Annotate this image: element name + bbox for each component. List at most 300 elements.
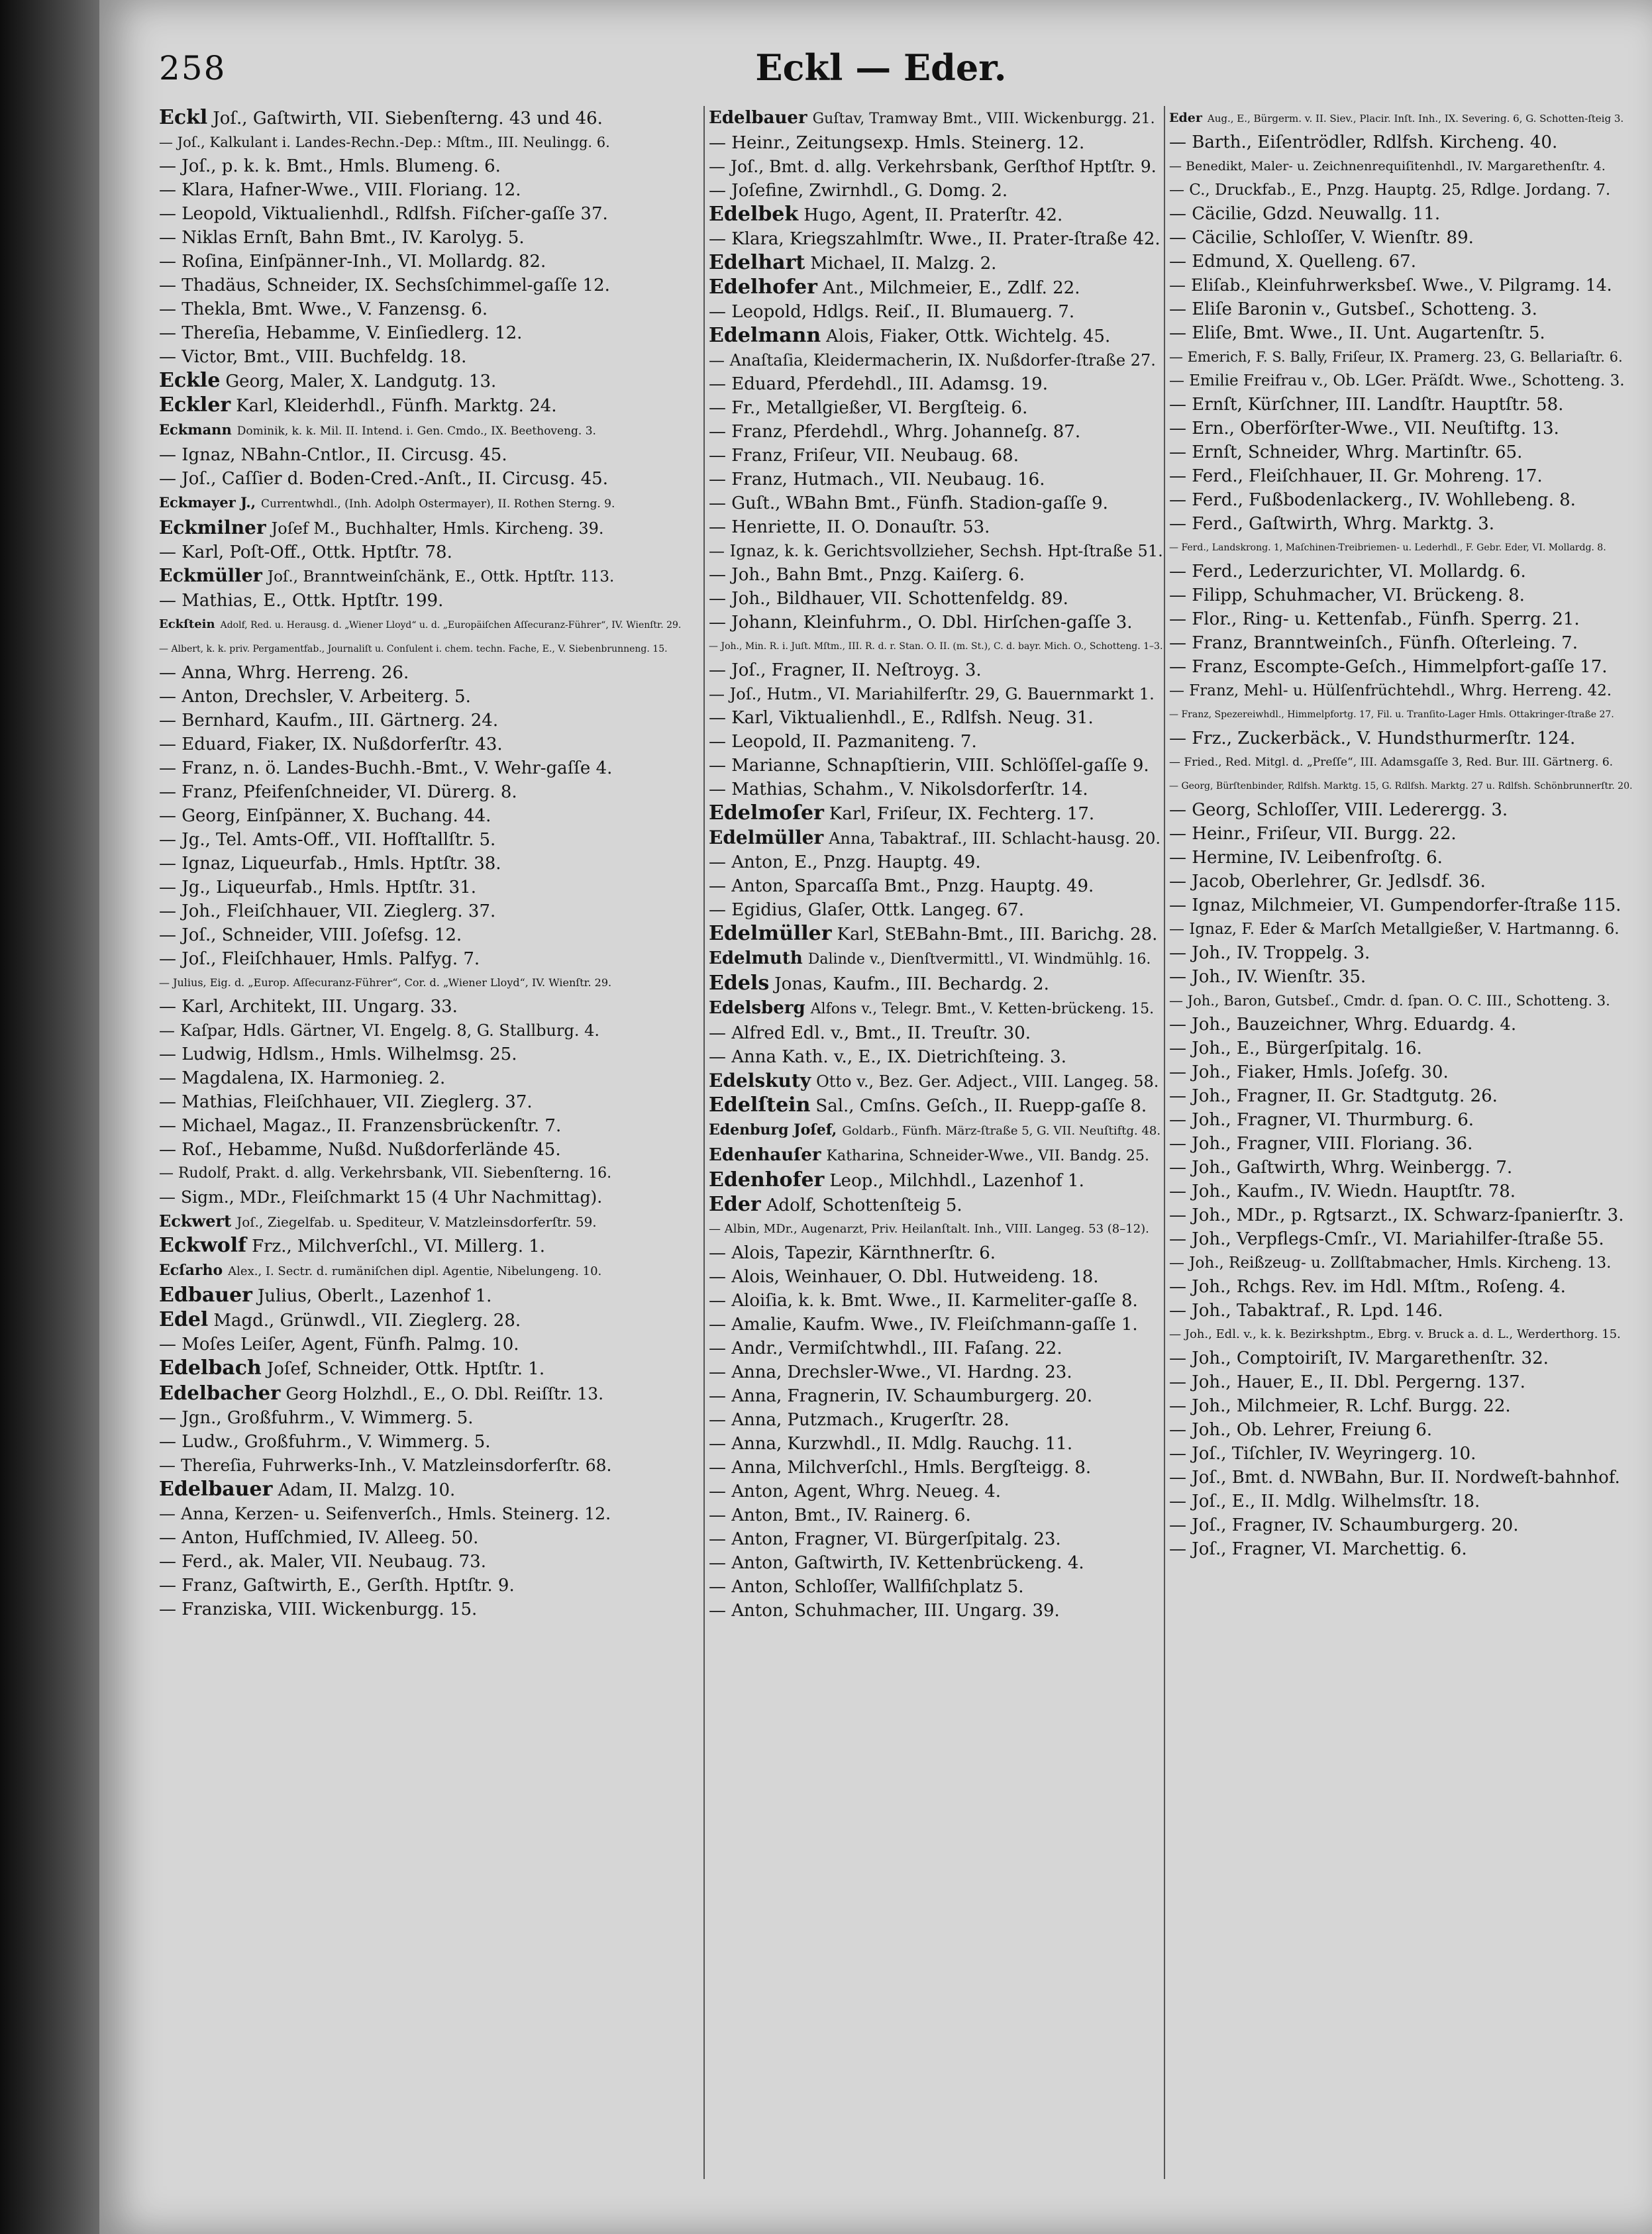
entry-surname: Edelbach [159, 1356, 262, 1380]
entry-text: Aug., E., Bürgerm. v. II. Siev., Placir. Inſt. Inh., IX. Severing. 6, G. Schotten-ſteig 3. [1207, 113, 1624, 125]
entry-text: — Joh., IV. Troppelg. 3. [1169, 943, 1370, 963]
directory-entry [159, 1574, 616, 1598]
directory-entry [709, 1456, 1166, 1480]
directory-entry [159, 345, 616, 369]
entry-surname: Edels [709, 972, 770, 995]
entry-text: — Joh., Fleiſchhauer, VII. Zieglerg. 37. [159, 901, 496, 921]
entry-text: — Ludw., Großfuhrm., V. Wimmerg. 5. [159, 1432, 491, 1452]
entry-text: — Mathias, Schahm., V. Nikolsdorferſtr. 14. [709, 780, 1088, 799]
directory-entry [159, 947, 616, 971]
entry-text: — Ludwig, Hdlsm., Hmls. Wilhelmsg. 25. [159, 1044, 517, 1064]
entry-text: — Joſ., Caſſier d. Boden-Cred.-Anſt., II. Circusg. 45. [159, 469, 608, 489]
entry-text: — Ferd., Lederzurichter, VI. Mollardg. 6. [1169, 562, 1526, 582]
directory-entry [1169, 1299, 1626, 1323]
directory-entry [159, 971, 616, 995]
entry-text: Julius, Oberlt., Lazenhof 1. [257, 1286, 492, 1306]
entry-text: — Franz, Friſeur, VII. Neubaug. 68. [709, 446, 1019, 466]
directory-entry [709, 1360, 1166, 1384]
directory-entry [159, 1114, 616, 1138]
entry-text: — Ferd., Fußbodenlackerg., IV. Wohllebeng. 8. [1169, 490, 1576, 510]
directory-entry [709, 515, 1166, 539]
entry-text: — Jg., Tel. Amts-Off., VII. Hofſtallſtr. 5. [159, 830, 496, 850]
directory-entry [709, 1265, 1166, 1289]
running-title: Eckl — Eder. [755, 46, 1007, 89]
directory-entry [709, 706, 1166, 730]
entry-text: — Anton, Drechsler, V. Arbeiterg. 5. [159, 687, 471, 707]
directory-entry [159, 1454, 616, 1478]
directory-entry [159, 1598, 616, 1621]
directory-entry [709, 898, 1166, 922]
directory-entry [709, 348, 1166, 372]
entry-text: — Joh., Fiaker, Hmls. Joſefg. 30. [1169, 1062, 1449, 1082]
directory-entry [709, 1599, 1166, 1623]
entry-text: — Anna, Fragnerin, IV. Schaumburgerg. 20. [709, 1386, 1093, 1406]
directory-entry [159, 274, 616, 297]
directory-entry [1169, 369, 1626, 393]
entry-text: Joſ., Branntweinſchänk, E., Ottk. Hptſtr. 113. [267, 568, 615, 585]
directory-entry [159, 1526, 616, 1550]
entry-text: — Anton, Sparcaſſa Bmt., Pnzg. Hauptg. 49. [709, 876, 1094, 896]
directory-entry [1169, 106, 1626, 130]
entry-text: Karl, StEBahn-Bmt., III. Barichg. 28. [837, 925, 1158, 944]
directory-entry [1169, 679, 1626, 703]
directory-entry [709, 730, 1166, 754]
entry-surname: Eckmüller [159, 566, 262, 586]
directory-entry [159, 467, 616, 491]
directory-entry [1169, 727, 1626, 750]
directory-entry [1169, 893, 1626, 917]
directory-entry [159, 1381, 616, 1406]
entry-text: Hugo, Agent, II. Praterſtr. 42. [803, 205, 1063, 225]
entry-text: Alois, Fiaker, Ottk. Wichtelg. 45. [826, 327, 1111, 346]
entry-text: — Niklas Ernſt, Bahn Bmt., IV. Karolyg. 5. [159, 228, 525, 248]
entry-text: Karl, Friſeur, IX. Fechterg. 17. [829, 804, 1095, 824]
directory-entry [709, 372, 1166, 396]
entry-text: — Ignaz, NBahn-Cntlor., II. Circusg. 45. [159, 445, 507, 465]
directory-entry [709, 1241, 1166, 1265]
directory-column-3 [1169, 106, 1633, 2212]
directory-entry [709, 131, 1166, 155]
directory-entry [709, 635, 1166, 658]
directory-entry [159, 1138, 616, 1162]
directory-entry [709, 1551, 1166, 1575]
directory-entry [709, 1193, 1166, 1217]
entry-text: — Anton, Fragner, VI. Bürgerſpitalg. 23. [709, 1529, 1061, 1549]
directory-entry [1169, 774, 1633, 798]
entry-text: — Amalie, Kaufm. Wwe., IV. Fleiſchmann-gaſſe 1. [709, 1315, 1138, 1335]
directory-entry [1169, 798, 1626, 822]
entry-text: — Joſ., E., II. Mdlg. Wilhelmsſtr. 18. [1169, 1492, 1480, 1511]
directory-entry [709, 682, 1166, 706]
directory-entry [159, 589, 616, 613]
directory-entry [1169, 1275, 1626, 1299]
entry-text: — Thadäus, Schneider, IX. Sechsſchimmel-gaſſe 12. [159, 276, 610, 295]
directory-entry [159, 154, 616, 178]
directory-entry [709, 227, 1166, 251]
entry-text: Katharina, Schneider-Wwe., VII. Bandg. 25. [826, 1148, 1149, 1164]
entry-text: — Jg., Liqueurfab., Hmls. Hptſtr. 31. [159, 878, 477, 897]
directory-entry [159, 540, 616, 564]
entry-surname: Eckmayer J., [159, 494, 256, 511]
entry-text: — Kaſpar, Hdls. Gärtner, VI. Engelg. 8, G. Stallburg. 4. [159, 1021, 599, 1040]
entry-text: — Anna, Putzmach., Krugerſtr. 28. [709, 1410, 1009, 1430]
directory-entry [709, 826, 1166, 850]
entry-surname: Eckl [159, 106, 208, 129]
entry-text: — Heinr., Zeitungsexp. Hmls. Steinerg. 12. [709, 133, 1085, 153]
entry-text: — Eliſab., Kleinfuhrwerksbeſ. Wwe., V. Pilgramg. 14. [1169, 276, 1612, 295]
directory-entry [1169, 965, 1626, 989]
directory-entry [1169, 1013, 1626, 1037]
directory-entry [1169, 226, 1626, 250]
directory-entry [1169, 1203, 1626, 1227]
entry-text: — Cäcilie, Schloſſer, V. Wienſtr. 89. [1169, 228, 1474, 248]
entry-text: — Ferd., Landskrong. 1, Maſchinen-Treibriemen- u. Lederhdl., F. Gebr. Eder, VI. Mollardg. 8. [1169, 542, 1606, 553]
entry-text: Otto v., Bez. Ger. Adject., VIII. Langeg. 58. [816, 1072, 1159, 1091]
directory-entry [1169, 560, 1626, 584]
entry-text: — Georg, Schloſſer, VIII. Lederergg. 3. [1169, 800, 1508, 820]
directory-entry [1169, 1442, 1626, 1466]
directory-entry [709, 1021, 1166, 1045]
directory-entry [709, 850, 1166, 874]
entry-surname: Edelskuty [709, 1070, 811, 1092]
entry-text: — Joh., Baron, Gutsbeſ., Cmdr. d. ſpan. O. C. III., Schotteng. 3. [1169, 993, 1610, 1009]
directory-entry [709, 1045, 1166, 1069]
directory-entry [709, 179, 1166, 203]
entry-text: Currentwhdl., (Inh. Adolph Ostermayer), II. Rothen Sterng. 9. [261, 497, 615, 511]
directory-entry [709, 106, 1166, 131]
directory-entry [709, 778, 1166, 801]
directory-entry [159, 369, 616, 393]
directory-entry [1169, 1227, 1626, 1251]
entry-text: — Joh., Bauzeichner, Whrg. Eduardg. 4. [1169, 1015, 1517, 1035]
entry-text: — Anaſtaſia, Kleidermacherin, IX. Nußdorfer-ſtraße 27. [709, 351, 1156, 370]
entry-text: — Anton, Gaſtwirth, IV. Kettenbrückeng. 4. [709, 1553, 1084, 1573]
directory-entry [709, 946, 1166, 972]
entry-text: — Henriette, II. O. Donauſtr. 53. [709, 517, 990, 537]
directory-entry [709, 1118, 1166, 1143]
entry-text: — Joh., Milchmeier, R. Lchf. Burgg. 22. [1169, 1396, 1511, 1416]
directory-entry [159, 1356, 616, 1381]
directory-entry [1169, 941, 1626, 965]
directory-entry [709, 251, 1166, 276]
entry-text: — Franz, Gaſtwirth, E., Gerſth. Hptſtr. 9. [159, 1576, 515, 1596]
entry-surname: Edbauer [159, 1284, 252, 1307]
entry-text: — Alois, Weinhauer, O. Dbl. Hutweideng. 18. [709, 1267, 1099, 1287]
entry-text: — Anton, Hufſchmied, IV. Alleeg. 50. [159, 1528, 479, 1548]
book-spine-shadow [0, 0, 99, 2234]
directory-entry [1169, 297, 1626, 321]
entry-surname: Eckmann [159, 421, 232, 438]
entry-text: Alex., I. Sectr. d. rumäniſchen dipl. Agentie, Nibelungeng. 10. [228, 1264, 602, 1278]
entry-surname: Eder [1169, 111, 1202, 125]
directory-entry [1169, 321, 1626, 345]
directory-entry [159, 321, 616, 345]
entry-text: — Karl, Architekt, III. Ungarg. 33. [159, 997, 458, 1017]
directory-entry [159, 178, 616, 202]
entry-text: Anna, Tabaktraf., III. Schlacht-hausg. 20. [829, 829, 1161, 848]
directory-entry [1169, 584, 1626, 607]
directory-entry [1169, 154, 1626, 178]
entry-text: — Thereſia, Fuhrwerks-Inh., V. Matzleinsdorferſtr. 68. [159, 1456, 612, 1475]
page-header [159, 41, 1603, 101]
entry-surname: Eckwert [159, 1211, 232, 1231]
directory-entry [709, 996, 1166, 1021]
directory-entry [709, 324, 1166, 348]
entry-text: — Joh., E., Bürgerſpitalg. 16. [1169, 1039, 1422, 1058]
entry-text: — C., Druckfab., E., Pnzg. Hauptg. 25, Rdlge. Jordang. 7. [1169, 181, 1611, 199]
directory-entry [159, 516, 616, 540]
directory-entry [709, 1575, 1166, 1599]
directory-entry [159, 1284, 616, 1308]
directory-entry [159, 1186, 616, 1209]
directory-entry [1169, 989, 1626, 1013]
entry-text: — Joſ., Fleiſchhauer, Hmls. Palfyg. 7. [159, 949, 480, 969]
entry-text: — Marianne, Schnapſtierin, VIII. Schlöſſel-gaſſe 9. [709, 756, 1149, 776]
directory-entry [1169, 1037, 1626, 1060]
entry-surname: Edenhauſer [709, 1145, 821, 1165]
entry-text: — Georg, Bürſtenbinder, Rdlfsh. Marktg. 15, G. Rdlfsh. Marktg. 27 u. Rdlfsh. Schönbrunnerſtr. 20. [1169, 781, 1633, 791]
entry-surname: Edelmuth [709, 948, 803, 968]
directory-entry [159, 1066, 616, 1090]
entry-text: — Joh., Kaufm., IV. Wiedn. Hauptſtr. 78. [1169, 1182, 1516, 1201]
entry-text: — Mathias, E., Ottk. Hptſtr. 199. [159, 591, 444, 611]
entry-text: — Joſefine, Zwirnhdl., G. Domg. 2. [709, 181, 1008, 201]
directory-entry [1169, 1132, 1626, 1156]
entry-text: — Franz, Pferdehdl., Whrg. Johanneſg. 87. [709, 422, 1081, 442]
directory-entry [159, 995, 616, 1019]
entry-text: Michael, II. Malzg. 2. [810, 254, 997, 274]
entry-text: — Roſ., Hebamme, Nußd. Nußdorferlände 45. [159, 1140, 561, 1160]
directory-entry [1169, 1108, 1626, 1132]
entry-text: — Anna, Kurzwhdl., II. Mdlg. Rauchg. 11. [709, 1434, 1073, 1454]
entry-text: — Joſ., Fragner, II. Neſtroyg. 3. [709, 660, 982, 680]
entry-text: — Cäcilie, Gdzd. Neuwallg. 11. [1169, 204, 1441, 224]
directory-entry [159, 1430, 616, 1454]
entry-text: — Egidius, Glaſer, Ottk. Langeg. 67. [709, 900, 1025, 920]
directory-entry [709, 587, 1166, 611]
entry-text: — Julius, Eig. d. „Europ. Aſſecuranz-Führer“, Cor. d. „Wiener Lloyd“, IV. Wienſtr. 29. [159, 976, 612, 989]
directory-entry [1169, 1346, 1626, 1370]
entry-text: Guſtav, Tramway Bmt., VIII. Wickenburgg. 21. [812, 111, 1155, 127]
directory-entry [159, 661, 616, 685]
entry-surname: Edelhofer [709, 276, 817, 299]
entry-text: — Joh., Fragner, VIII. Floriang. 36. [1169, 1134, 1473, 1154]
entry-text: Adolf, Schottenſteig 5. [766, 1195, 962, 1215]
entry-surname: Edelmüller [709, 922, 832, 945]
directory-entry [159, 923, 616, 947]
directory-entry [1169, 536, 1626, 560]
entry-text: — Eduard, Fiaker, IX. Nußdorferſtr. 43. [159, 735, 503, 754]
entry-text: — Joh., Edl. v., k. k. Bezirkshptm., Ebrg. v. Bruck a. d. L., Werderthorg. 15. [1169, 1327, 1621, 1341]
entry-text: — Alois, Tapezir, Kärnthnerſtr. 6. [709, 1243, 996, 1263]
entry-text: — Franz, Hutmach., VII. Neubaug. 16. [709, 470, 1045, 489]
entry-text: — Frz., Zuckerbäck., V. Hundsthurmerſtr. 124. [1169, 729, 1576, 748]
directory-entry [1169, 1156, 1626, 1180]
entry-text: — Klara, Hafner-Wwe., VIII. Floriang. 12. [159, 180, 521, 200]
directory-entry [1169, 1490, 1626, 1513]
entry-text: — Eduard, Pferdehdl., III. Adamsg. 19. [709, 374, 1048, 394]
entry-surname: Edelmüller [709, 827, 824, 848]
entry-text: — Franz, Pfeifenſchneider, VI. Dürerg. 8. [159, 782, 517, 802]
entry-text: — Ignaz, Liqueurfab., Hmls. Hptſtr. 38. [159, 854, 501, 874]
directory-entry [1169, 1418, 1626, 1442]
entry-text: — Joh., Bahn Bmt., Pnzg. Kaiſerg. 6. [709, 565, 1025, 585]
entry-text: — Anton, Bmt., IV. Rainerg. 6. [709, 1505, 971, 1525]
directory-entry [159, 1333, 616, 1356]
entry-text: Joſef, Schneider, Ottk. Hptſtr. 1. [266, 1359, 545, 1379]
entry-text: Alfons v., Telegr. Bmt., V. Ketten-brückeng. 15. [810, 1001, 1155, 1017]
entry-text: — Albert, k. k. priv. Pergamentfab., Journaliſt u. Conſulent i. chem. techn. Fache, E., V. Siebenbrunneng. 15. [159, 644, 668, 654]
entry-text: — Leopold, Hdlgs. Reiſ., II. Blumauerg. 7. [709, 302, 1075, 322]
directory-entry [159, 1234, 616, 1258]
entry-text: — Anton, Schuhmacher, III. Ungarg. 39. [709, 1601, 1060, 1621]
entry-surname: Edelmann [709, 324, 821, 347]
directory-entry [1169, 1370, 1626, 1394]
directory-entry [159, 1042, 616, 1066]
entry-text: — Fried., Red. Mitgl. d. „Preſſe“, III. Adamsgaſſe 3, Red. Bur. III. Gärtnerg. 6. [1169, 756, 1614, 769]
entry-text: — Joh., IV. Wienſtr. 35. [1169, 967, 1367, 987]
directory-entry [1169, 1537, 1626, 1561]
entry-text: — Joh., Tabaktraf., R. Lpd. 146. [1169, 1301, 1443, 1321]
directory-entry [1169, 512, 1626, 536]
entry-text: Joſef M., Buchhalter, Hmls. Kircheng. 39. [271, 519, 604, 538]
entry-text: Dominik, k. k. Mil. II. Intend. i. Gen. Cmdo., IX. Beethoveng. 3. [236, 425, 596, 438]
entry-text: — Ern., Oberförſter-Wwe., VII. Neuſtiftg. 13. [1169, 419, 1559, 438]
entry-text: Adam, II. Malzg. 10. [278, 1480, 456, 1500]
directory-entry [709, 539, 1166, 563]
entry-text: — Eliſe, Bmt. Wwe., II. Unt. Augartenſtr. 5. [1169, 323, 1545, 343]
directory-entry [709, 1408, 1166, 1432]
directory-entry [159, 130, 616, 154]
directory-column-1 [159, 106, 682, 2212]
entry-text: — Anna Kath. v., E., IX. Dietrichſteing. 3. [709, 1047, 1066, 1067]
directory-entry [709, 563, 1166, 587]
directory-entry [159, 1162, 616, 1186]
directory-entry [709, 1217, 1166, 1241]
entry-text: — Ferd., ak. Maler, VII. Neubaug. 73. [159, 1552, 486, 1572]
entry-text: — Eliſe Baronin v., Gutsbeſ., Schotteng. 3. [1169, 299, 1537, 319]
entry-text: — Franz, Spezereiwhdl., Himmelpfortg. 17, Fil. u. Tranſito-Lager Hmls. Ottakringer-ſtraße 27. [1169, 709, 1614, 720]
directory-entry [1169, 631, 1626, 655]
entry-text: — Fr., Metallgießer, VI. Bergſteig. 6. [709, 398, 1028, 418]
directory-entry [709, 396, 1166, 420]
entry-text: — Ferd., Fleiſchhauer, II. Gr. Mohreng. 17. [1169, 466, 1543, 486]
directory-entry [1169, 607, 1626, 631]
directory-entry [709, 1168, 1166, 1193]
entry-surname: Eckſtein [159, 617, 215, 631]
entry-text: — Karl, Viktualienhdl., E., Rdlfsh. Neug. 31. [709, 708, 1094, 728]
entry-text: — Klara, Kriegszahlmſtr. Wwe., II. Prater-ſtraße 42. [709, 229, 1161, 249]
directory-entry [159, 804, 616, 828]
directory-entry [709, 444, 1166, 468]
directory-entry [709, 1337, 1166, 1360]
entry-text: — Joh., Gaſtwirth, Whrg. Weinbergg. 7. [1169, 1158, 1513, 1178]
directory-entry [159, 1502, 616, 1526]
entry-text: — Jacob, Oberlehrer, Gr. Jedlsdf. 36. [1169, 872, 1486, 891]
entry-text: — Thereſia, Hebamme, V. Einſiedlerg. 12. [159, 323, 523, 343]
directory-entry [159, 202, 616, 226]
directory-entry [1169, 870, 1626, 893]
entry-text: — Heinr., Friſeur, VII. Burgg. 22. [1169, 824, 1457, 844]
entry-text: — Anna, Milchverſchl., Hmls. Bergſteigg. 8. [709, 1458, 1092, 1478]
directory-entry [709, 1432, 1166, 1456]
directory-entry [709, 203, 1166, 227]
directory-entry [1169, 1466, 1626, 1490]
entry-surname: Edelbek [709, 203, 799, 226]
entry-surname: Edenburg Joſef, [709, 1121, 837, 1139]
entry-text: — Magdalena, IX. Harmonieg. 2. [159, 1068, 446, 1088]
entry-surname: Edelbauer [159, 1478, 273, 1501]
directory-entry [159, 564, 616, 589]
entry-text: — Anna, Kerzen- u. Seifenverſch., Hmls. Steinerg. 12. [159, 1504, 611, 1523]
entry-text: — Ignaz, Milchmeier, VI. Gumpendorfer-ſtraße 115. [1169, 895, 1622, 915]
directory-entry [159, 1478, 616, 1502]
entry-text: — Victor, Bmt., VIII. Buchfeldg. 18. [159, 347, 467, 367]
directory-entry [159, 393, 616, 418]
entry-text: — Joh., Bildhauer, VII. Schottenfeldg. 89. [709, 589, 1068, 609]
directory-entry [709, 468, 1166, 491]
entry-text: — Bernhard, Kaufm., III. Gärtnerg. 24. [159, 711, 499, 731]
entry-text: Magd., Grünwdl., VII. Zieglerg. 28. [213, 1311, 521, 1331]
directory-column-2 [709, 106, 1166, 2212]
entry-text: — Albin, MDr., Augenarzt, Priv. Heilanſtalt. Inh., VIII. Langeg. 53 (8–12). [709, 1222, 1149, 1236]
directory-entry [1169, 750, 1626, 774]
entry-surname: Edelhart [709, 251, 805, 274]
page-number: 258 [159, 49, 227, 87]
directory-entry [709, 491, 1166, 515]
entry-text: — Ernſt, Schneider, Whrg. Martinſtr. 65. [1169, 442, 1523, 462]
directory-entry [1169, 1060, 1626, 1084]
directory-entry [1169, 822, 1626, 846]
entry-text: — Franz, Escompte-Geſch., Himmelpfort-gaſſe 17. [1169, 657, 1608, 677]
directory-entry [159, 733, 616, 756]
entry-text: Jonas, Kaufm., III. Bechardg. 2. [774, 974, 1049, 994]
entry-text: — Rudolf, Prakt. d. allg. Verkehrsbank, VII. Siebenſterng. 16. [159, 1165, 612, 1182]
entry-text: — Joſ., Schneider, VIII. Joſefsg. 12. [159, 925, 462, 945]
entry-surname: Edelbauer [709, 108, 807, 128]
entry-surname: Eckmilner [159, 517, 266, 538]
entry-text: Georg Holzhdl., E., O. Dbl. Reiſſtr. 13. [285, 1384, 604, 1403]
directory-entry [159, 876, 616, 899]
directory-entry [159, 297, 616, 321]
directory-entry [1169, 464, 1626, 488]
entry-text: — Franz, Mehl- u. Hülſenfrüchtehdl., Whrg. Herreng. 42. [1169, 682, 1612, 699]
directory-entry [1169, 178, 1626, 202]
directory-entry [709, 1384, 1166, 1408]
entry-text: — Ignaz, k. k. Gerichtsvollzieher, Sechsh. Hpt-ſtraße 51. [709, 542, 1163, 560]
directory-entry [159, 613, 682, 637]
directory-entry [1169, 417, 1626, 440]
entry-text: — Benedikt, Maler- u. Zeichnenrequiſitenhdl., IV. Margarethenſtr. 4. [1169, 159, 1606, 174]
directory-entry [709, 1289, 1166, 1313]
directory-entry [1169, 1180, 1626, 1203]
directory-entry [709, 801, 1166, 826]
directory-entry [709, 922, 1166, 946]
entry-surname: Edel [159, 1308, 209, 1331]
directory-entry [1169, 1084, 1626, 1108]
entry-text: — Anton, Agent, Whrg. Neueg. 4. [709, 1482, 1002, 1501]
directory-entry [159, 1550, 616, 1574]
entry-text: — Anton, Schloſſer, Wallfiſchplatz 5. [709, 1577, 1024, 1597]
directory-entry [159, 250, 616, 274]
entry-text: — Filipp, Schuhmacher, VI. Brückeng. 8. [1169, 585, 1525, 605]
directory-entry [1169, 917, 1626, 941]
directory-entry [159, 899, 616, 923]
entry-surname: Eckler [159, 393, 231, 417]
entry-text: — Hermine, IV. Leibenfroſtg. 6. [1169, 848, 1443, 868]
entry-text: — Joſ., Bmt. d. allg. Verkehrsbank, Gerſthof Hptſtr. 9. [709, 157, 1157, 176]
entry-text: — Anton, E., Pnzg. Hauptg. 49. [709, 852, 981, 872]
